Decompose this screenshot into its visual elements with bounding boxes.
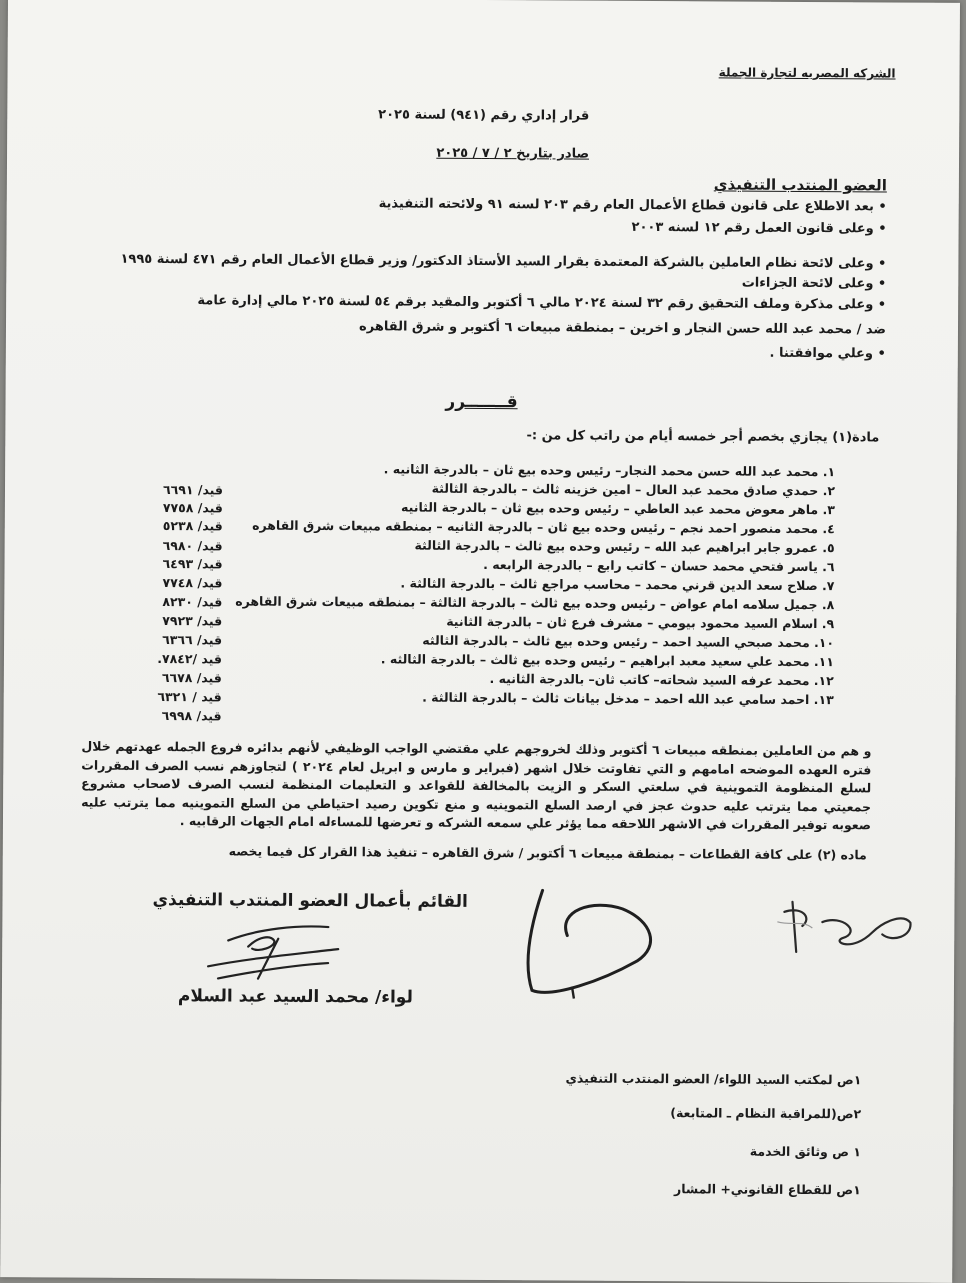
preamble-line: • بعد الاطلاع على قانون قطاع الأعمال العام رقم ٢٠٣ لسنه ٩١ ولائحته التنفيذية (378, 196, 887, 215)
authority-title: العضو المنتدب التنفيذي (713, 175, 887, 195)
employee-code: قيد/ ٦٩٩٨ (161, 708, 222, 724)
employee-entry: ٥. عمرو جابر ابراهيم عبد الله – رئيس وحده بيع ثالث – بالدرجة الثالثة (414, 537, 835, 556)
preamble-line: • وعلى مذكرة وملف التحقيق رقم ٣٢ لسنة ٢٠٢٤ مالي ٦ أكتوبر والمقيد برقم ٥٤ لسنة ٢٠٢٥ مالي إدارة عامة (197, 293, 887, 313)
employee-entry: ١. محمد عبد الله حسن محمد النجار– رئيس وحده بيع ثان – بالدرجة الثانيه . (383, 461, 836, 480)
employee-entry: ١١. محمد علي سعيد معبد ابراهيم – رئيس وحده بيع ثالث – بالدرجة الثالثه . (380, 651, 835, 670)
employee-code: قيد/ ٦٦٩١ (162, 482, 224, 498)
signature-scribble-left (188, 918, 348, 989)
decision-heading: قـــــــرر (445, 391, 518, 413)
article-2: ماده (٢) على كافة القطاعات – بمنطقة مبيعات ٦ أكتوبر / شرق القاهره – تنفيذ هذا القرار كل فيما يخصه (228, 843, 867, 863)
decree-number: قرار إداري رقم (٩٤١) لسنة ٢٠٢٥ (378, 107, 590, 124)
company-name: الشركه المصريه لتجارة الجملة (718, 65, 896, 81)
employee-code: قيد/ ٥٢٣٨ (162, 518, 223, 534)
employee-entry: ٨. جميل سلامه امام عواض – رئيس وحده بيع ثالث – بالدرجة الثالثة – بمنطقه مبيعات شرق القاهره (235, 593, 835, 613)
employee-code: قيد/ ٨٢٣٠ (162, 594, 223, 610)
issue-date: صادر بتاريخ ٢ / ٧ / ٢٠٢٥ (436, 145, 590, 162)
employee-code: قيد/ ٦٤٩٣ (162, 556, 223, 572)
preamble-line: ضد / محمد عبد الله حسن النجار و اخرين – بمنطقة مبيعات ٦ أكتوبر و شرق القاهره (359, 319, 887, 338)
employee-code: قيد/ ٧٩٢٣ (162, 613, 223, 629)
preamble-line: • وعلى قانون العمل رقم ١٢ لسنه ٢٠٠٣ (631, 219, 887, 237)
acting-officer-title: القائم بأعمال العضو المنتدب التنفيذي (152, 889, 468, 912)
signature-scribble-center (512, 880, 663, 1006)
preamble-line: • وعلى لائحة نظام العاملين بالشركة المعتمدة بقرار السيد الأستاذ الدكتور/ وزير قطاع الأعمال العام رقم ٤٧١ لسنة ١٩٩٥ (120, 251, 887, 272)
article-1: مادة(١) يجازي بخصم أجر خمسه أيام من راتب كل من :- (526, 428, 880, 446)
employee-entry: ٧. صلاح سعد الدين قرني محمد – محاسب مراجع ثالث – بالدرجة الثالثة . (400, 575, 835, 594)
justification-paragraph: و هم من العاملين بمنطقه مبيعات ٦ أكتوبر وذلك لخروجهم علي مقتضي الواجب الوظيفي لأنهم بدائره فروع الجمله عهدتهم خلال فتره العهده الموضحه امامهم و التي تفاوتت خلال اشهر (فبراير و مارس و ابريل لعام ٢٠٢٤ ) لتجاوزهم نسب الصرف المقررات لسلع المنظومة التموينية في سلعتي السكر و الزيت بالمخالفة للقواعد و التعليمات المنظمة لنسب الصرف لاصحاب مشروع جمعيتي مما يترتب عليه حدوث عجز في ارصد السلع التموينيه و منع تكوين رصيد احتياطي من السلع التموينيه مما يترتب عليه صعوبه توفير المقررات في الاشهر اللاحقه مما يؤثر علي سمعه الشركه و تعرضها للمساءله امام الجهات الرقابيه . (81, 738, 872, 833)
preamble-line: • وعلي موافقتنا . (769, 345, 886, 362)
preamble-line: • وعلى لائحة الجزاءات (741, 275, 887, 292)
copy-line: ١ ص وثائق الخدمة (749, 1143, 862, 1160)
copy-line: ١ص للقطاع القانوني+ المشار (673, 1181, 861, 1198)
employee-code: قيد/ ٧٧٤٨ (162, 575, 223, 591)
copy-line: ١ص لمكتب السيد اللواء/ العضو المنتدب التنفيذي (565, 1070, 862, 1088)
employee-entry: ١٢. محمد عرفه السيد شحاته– كاتب ثان– بالدرجة الثانيه . (489, 671, 834, 689)
employee-entry: ٢. حمدي صادق محمد عبد العال – امين خزينه ثالث – بالدرجة الثالثة (431, 480, 836, 499)
employee-entry: ١٣. احمد سامي عبد الله احمد – مدخل بيانات ثالث – بالدرجة الثالثة . (422, 689, 834, 708)
employee-code: قيد /٧٨٤٢. (157, 651, 223, 667)
employee-code: قيد/ ٦٩٨٠ (162, 538, 223, 554)
copy-line: ٢ص(للمراقبة النظام ـ المتابعة) (670, 1105, 862, 1122)
employee-code: قيد/ ٧٧٥٨ (162, 500, 223, 516)
signatory-name: لواء/ محمد السيد عبد السلام (177, 986, 413, 1008)
employee-code: قيد/ ٦٣٦٦ (162, 632, 223, 648)
employee-entry: ٣. ماهر معوض محمد عبد العاطي – رئيس وحده بيع ثان – بالدرجة الثانيه (401, 499, 835, 518)
employee-entry: ١٠. محمد صبحي السيد احمد – رئيس وحده بيع ثالث – بالدرجة الثالثه (422, 632, 835, 651)
employee-entry: ٩. اسلام السيد محمود بيومي – مشرف فرع ثان – بالدرجة الثانية (446, 613, 835, 632)
signature-initials-right (772, 892, 922, 973)
employee-entry: ٦. ياسر فتحي محمد حسان – كاتب رابع – بالدرجة الرابعه . (483, 557, 835, 575)
employee-entry: ٤. محمد منصور احمد نجم – رئيس وحده بيع ثان – بالدرجة الثانيه – بمنطقه مبيعات شرق القاهره (252, 517, 835, 537)
employee-code: قيد/ ٦٦٧٨ (161, 670, 222, 686)
employee-code: قيد / ٦٣٢١ (157, 689, 222, 705)
